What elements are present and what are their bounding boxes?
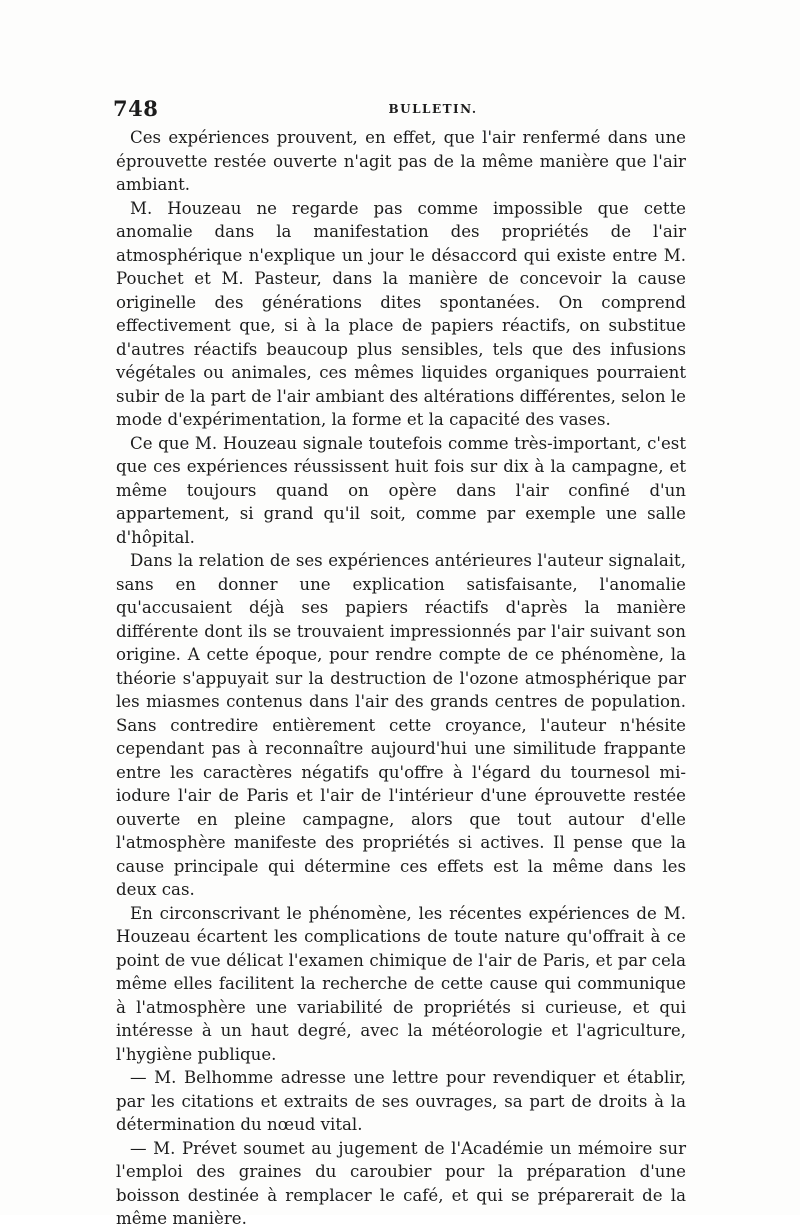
body-text — [116, 126, 686, 1231]
paragraph-houzeau-anomaly: M. Houzeau ne regarde pas comme impossible que cette anomalie dans la manifestation des propriétés de l'air atmosphérique n'explique un jour le désaccord qui existe entre M. Pouchet et M. Pasteur, dans la manière de concevoir la cause originelle des générations dites spontanées. On comprend effectivement que, si à la place de papiers réactifs, on substitue d'autres réactifs beaucoup plus sensibles, tels que des infusions végétales ou animales, ces mêmes liquides organiques pourraient subir de la part de l'air ambiant des altérations différentes, selon le mode d'expérimentation, la forme et la capacité des vases. — [116, 198, 686, 429]
paragraph-houzeau-important: Ce que M. Houzeau signale toutefois comme très-important, c'est que ces expériences réussissent huit fois sur dix à la campagne, et même toujours quand on opère dans l'air confiné d'un appartement, si grand qu'il soit, comme par exemple une salle d'hôpital. — [116, 433, 686, 547]
page-number: 748 — [113, 96, 159, 121]
paragraph-belhomme-letter: — M. Belhomme adresse une lettre pour revendiquer et établir, par les citations et extraits de ses ouvrages, sa part de droits à la détermination du nœud vital. — [116, 1068, 686, 1134]
paragraph-prevet-memoir: — M. Prévet soumet au jugement de l'Académie un mémoire sur l'emploi des graines du caroubier pour la préparation d'une boisson destinée à remplacer le café, et qui se préparerait de la même manière. — [116, 1138, 686, 1228]
paragraph-air-experiments: Ces expériences prouvent, en effet, que l'air renfermé dans une éprouvette restée ouverte n'agit pas de la même manière que l'air ambiant. — [116, 128, 686, 194]
paragraph-recent-experiments: En circonscrivant le phénomène, les récentes expériences de M. Houzeau écartent les complications de toute nature qu'offrait à ce point de vue délicat l'examen chimique de l'air de Paris, et par cela même elles facilitent la recherche de cette cause qui communique à l'atmosphère une variabilité de propriétés si curieuse, et qui intéresse à un haut degré, avec la météorologie et l'agriculture, l'hygiène publique. — [116, 903, 686, 1064]
running-head — [113, 96, 693, 122]
paragraph-previous-experiments: Dans la relation de ses expériences antérieures l'auteur signalait, sans en donner une explication satisfaisante, l'anomalie qu'accusaient déjà ses papiers réactifs d'après la manière différente dont ils se trouvaient impressionnés par l'air suivant son origine. A cette époque, pour rendre compte de ce phénomène, la théorie s'appuyait sur la destruction de l'ozone atmosphérique par les miasmes contenus dans l'air des grands centres de population. Sans contredire entièrement cette croyance, l'auteur n'hésite cependant pas à reconnaître aujourd'hui une similitude frappante entre les caractères négatifs qu'offre à l'égard du tournesol mi-iodure l'air de Paris et l'air de l'intérieur d'une éprouvette restée ouverte en pleine campagne, alors que tout autour d'elle l'atmosphère manifeste des propriétés si actives. Il pense que la cause principale qui détermine ces effets est la même dans les deux cas. — [116, 551, 686, 899]
running-title: BULLETIN. — [388, 102, 478, 116]
